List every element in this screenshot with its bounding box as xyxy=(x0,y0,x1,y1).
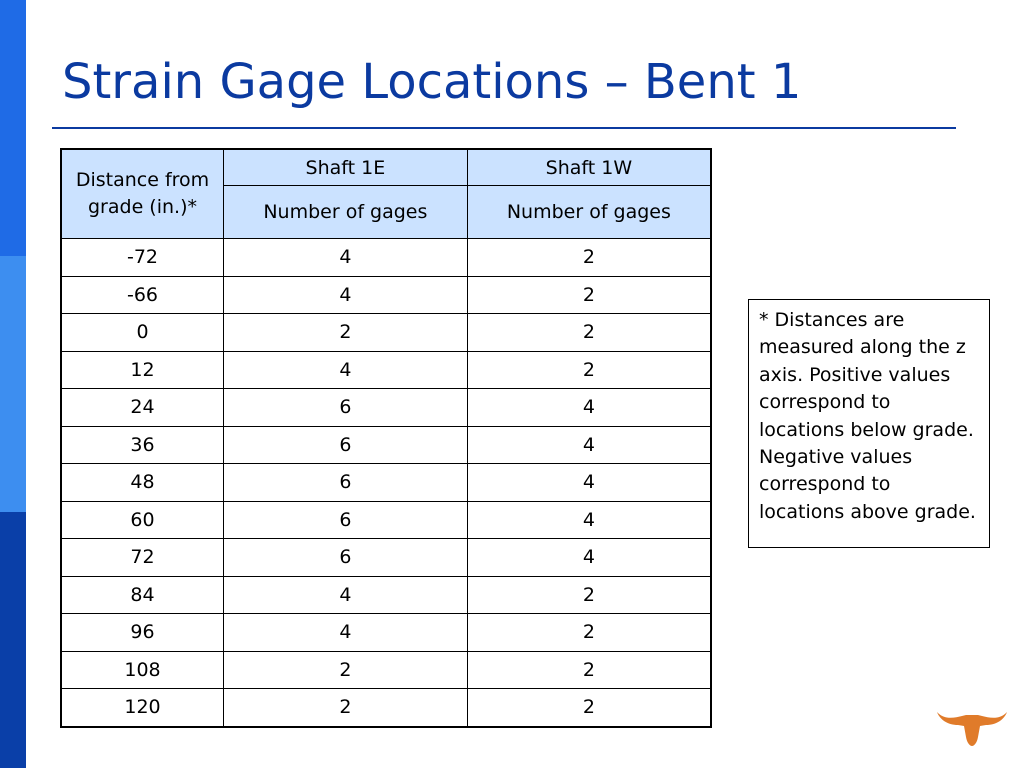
header-row xyxy=(61,149,711,186)
cell-distance: 36 xyxy=(61,426,224,464)
table-row xyxy=(61,576,711,614)
table-row xyxy=(61,614,711,652)
cell-distance: 84 xyxy=(61,576,224,614)
cell-shaft-1e: 4 xyxy=(224,239,468,277)
longhorn-icon xyxy=(936,706,1008,748)
cell-shaft-1w: 4 xyxy=(467,501,711,539)
table-row xyxy=(61,539,711,577)
table-row xyxy=(61,314,711,352)
strain-gage-table xyxy=(60,148,712,728)
header-shaft-1w: Shaft 1W xyxy=(467,149,711,186)
table-row xyxy=(61,389,711,427)
cell-distance: 72 xyxy=(61,539,224,577)
cell-shaft-1e: 2 xyxy=(224,651,468,689)
cell-distance: -66 xyxy=(61,276,224,314)
cell-shaft-1e: 4 xyxy=(224,576,468,614)
cell-distance: 60 xyxy=(61,501,224,539)
cell-shaft-1w: 2 xyxy=(467,689,711,727)
cell-shaft-1e: 6 xyxy=(224,389,468,427)
cell-shaft-1e: 6 xyxy=(224,539,468,577)
cell-shaft-1e: 4 xyxy=(224,276,468,314)
table-row xyxy=(61,426,711,464)
footnote-box: * Distances are measured along the z axis. Positive values correspond to locations below grade. Negative values correspond to locations above grade. xyxy=(748,299,990,548)
cell-shaft-1w: 2 xyxy=(467,614,711,652)
cell-shaft-1e: 6 xyxy=(224,464,468,502)
table-row xyxy=(61,351,711,389)
cell-shaft-1w: 2 xyxy=(467,651,711,689)
cell-shaft-1e: 2 xyxy=(224,689,468,727)
cell-shaft-1e: 4 xyxy=(224,351,468,389)
cell-distance: 108 xyxy=(61,651,224,689)
slide-title: Strain Gage Locations – Bent 1 xyxy=(62,54,802,110)
table-row xyxy=(61,689,711,727)
cell-shaft-1w: 4 xyxy=(467,464,711,502)
cell-distance: 12 xyxy=(61,351,224,389)
table-header xyxy=(61,149,711,239)
cell-shaft-1w: 2 xyxy=(467,276,711,314)
cell-shaft-1w: 2 xyxy=(467,576,711,614)
cell-shaft-1w: 2 xyxy=(467,239,711,277)
cell-distance: 48 xyxy=(61,464,224,502)
table-row xyxy=(61,501,711,539)
table-row xyxy=(61,276,711,314)
cell-distance: -72 xyxy=(61,239,224,277)
title-divider xyxy=(52,127,956,129)
subheader-shaft-1e: Number of gages xyxy=(224,186,468,239)
table-row xyxy=(61,464,711,502)
sidebar-band-middle xyxy=(0,256,26,512)
cell-shaft-1w: 4 xyxy=(467,426,711,464)
table-body xyxy=(61,239,711,727)
cell-distance: 0 xyxy=(61,314,224,352)
table-row xyxy=(61,239,711,277)
cell-shaft-1w: 4 xyxy=(467,539,711,577)
header-shaft-1e: Shaft 1E xyxy=(224,149,468,186)
table-row xyxy=(61,651,711,689)
cell-distance: 120 xyxy=(61,689,224,727)
cell-distance: 96 xyxy=(61,614,224,652)
sidebar-band-top xyxy=(0,0,26,256)
cell-shaft-1w: 4 xyxy=(467,389,711,427)
header-distance: Distance from grade (in.)* xyxy=(61,149,224,239)
cell-shaft-1e: 6 xyxy=(224,426,468,464)
cell-shaft-1e: 6 xyxy=(224,501,468,539)
cell-shaft-1w: 2 xyxy=(467,351,711,389)
subheader-shaft-1w: Number of gages xyxy=(467,186,711,239)
cell-shaft-1w: 2 xyxy=(467,314,711,352)
cell-shaft-1e: 2 xyxy=(224,314,468,352)
longhorn-shape xyxy=(937,712,1007,746)
cell-distance: 24 xyxy=(61,389,224,427)
sidebar-band-bottom xyxy=(0,512,26,768)
cell-shaft-1e: 4 xyxy=(224,614,468,652)
